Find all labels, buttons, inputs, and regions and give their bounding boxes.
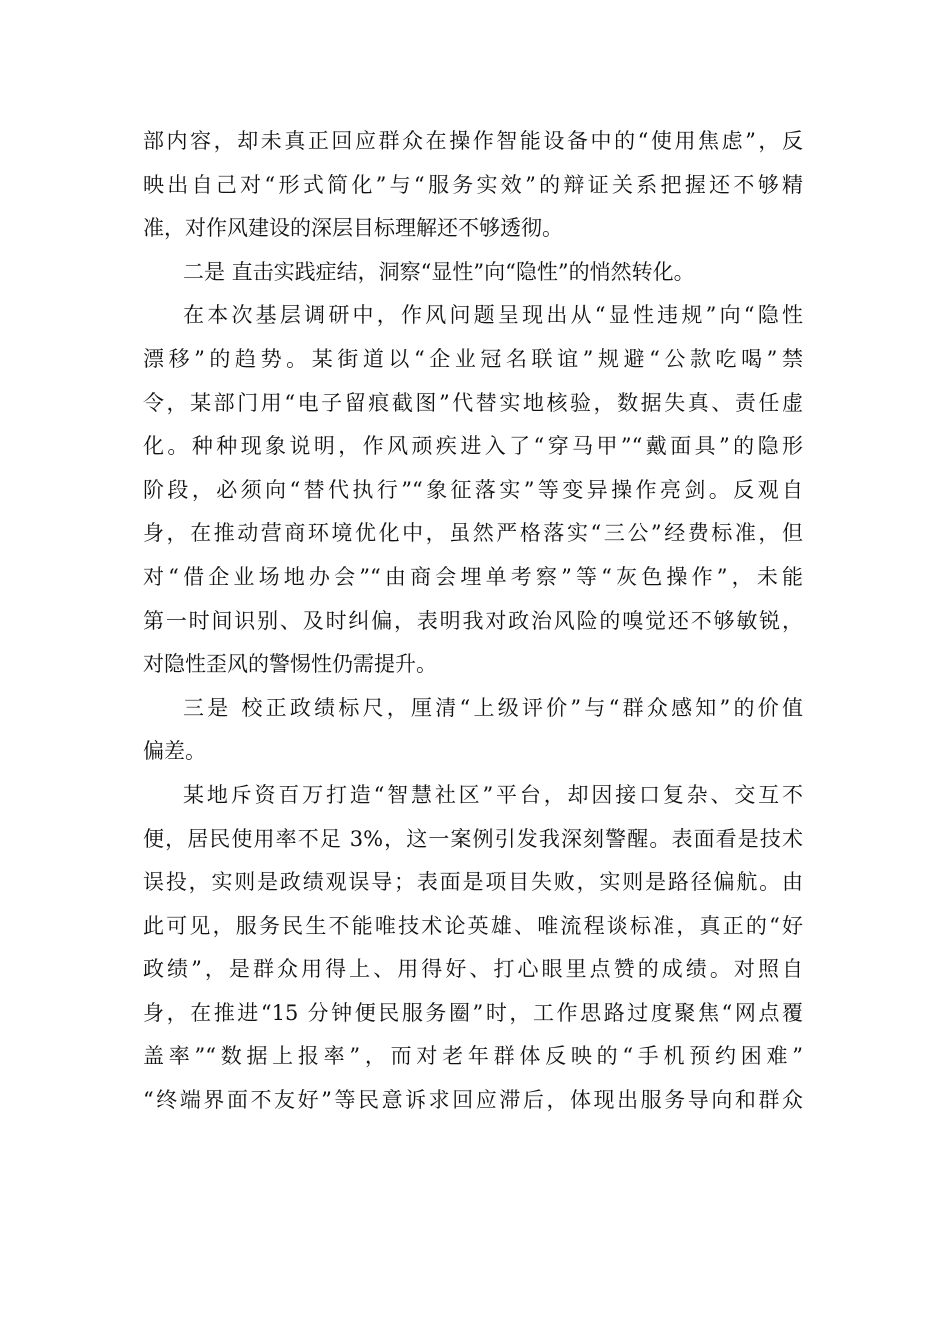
- text-line: 对隐性歪风的警惕性仍需提升。: [143, 652, 437, 677]
- text-line: 在本次基层调研中，作风问题呈现出从“显性违规”向“隐性: [183, 303, 803, 328]
- text-line: 化。种种现象说明，作风顽疾进入了“穿马甲”“戴面具”的隐形: [143, 434, 803, 459]
- text-line: 第一时间识别、及时纠偏，表明我对政治风险的嗅觉还不够敏锐，: [143, 608, 803, 633]
- text-line: 部内容，却未真正回应群众在操作智能设备中的“使用焦虑”，反: [143, 129, 803, 153]
- document-body: [143, 120, 803, 1123]
- text-line: 对“借企业场地办会”“由商会埋单考察”等“灰色操作”，未能: [143, 564, 803, 589]
- text-line: 盖率”“数据上报率”，而对老年群体反映的“手机预约困难”: [143, 1044, 803, 1069]
- text-line: 误投，实则是政绩观误导；表面是项目失败，实则是路径偏航。由: [143, 870, 803, 895]
- text-line: 政绩”，是群众用得上、用得好、打心眼里点赞的成绩。对照自: [143, 957, 803, 982]
- text-line: 令，某部门用“电子留痕截图”代替实地核验，数据失真、责任虚: [143, 390, 803, 415]
- text-line: 三是 校正政绩标尺，厘清“上级评价”与“群众感知”的价值: [183, 695, 803, 720]
- text-line: 便，居民使用率不足 3%，这一案例引发我深刻警醒。表面看是技术: [143, 826, 803, 851]
- text-line: 偏差。: [143, 739, 206, 764]
- text-line: 身，在推进“15 分钟便民服务圈”时，工作思路过度聚焦“网点覆: [143, 1000, 803, 1025]
- text-line: 准，对作风建设的深层目标理解还不够透彻。: [143, 216, 563, 241]
- text-line: 漂移”的趋势。某街道以“企业冠名联谊”规避“公款吃喝”禁: [143, 346, 803, 371]
- text-line: 二是 直击实践症结，洞察“显性”向“隐性”的悄然转化。: [183, 259, 695, 284]
- text-line: 阶段，必须向“替代执行”“象征落实”等变异操作亮剑。反观自: [143, 477, 803, 502]
- text-line: 映出自己对“形式简化”与“服务实效”的辩证关系把握还不够精: [143, 172, 803, 197]
- text-line: “终端界面不友好”等民意诉求回应滞后，体现出服务导向和群众: [143, 1088, 803, 1113]
- text-line: 某地斥资百万打造“智慧社区”平台，却因接口复杂、交互不: [183, 782, 803, 807]
- text-line: 身，在推动营商环境优化中，虽然严格落实“三公”经费标准，但: [143, 521, 803, 546]
- text-line: 此可见，服务民生不能唯技术论英雄、唯流程谈标准，真正的“好: [143, 913, 803, 938]
